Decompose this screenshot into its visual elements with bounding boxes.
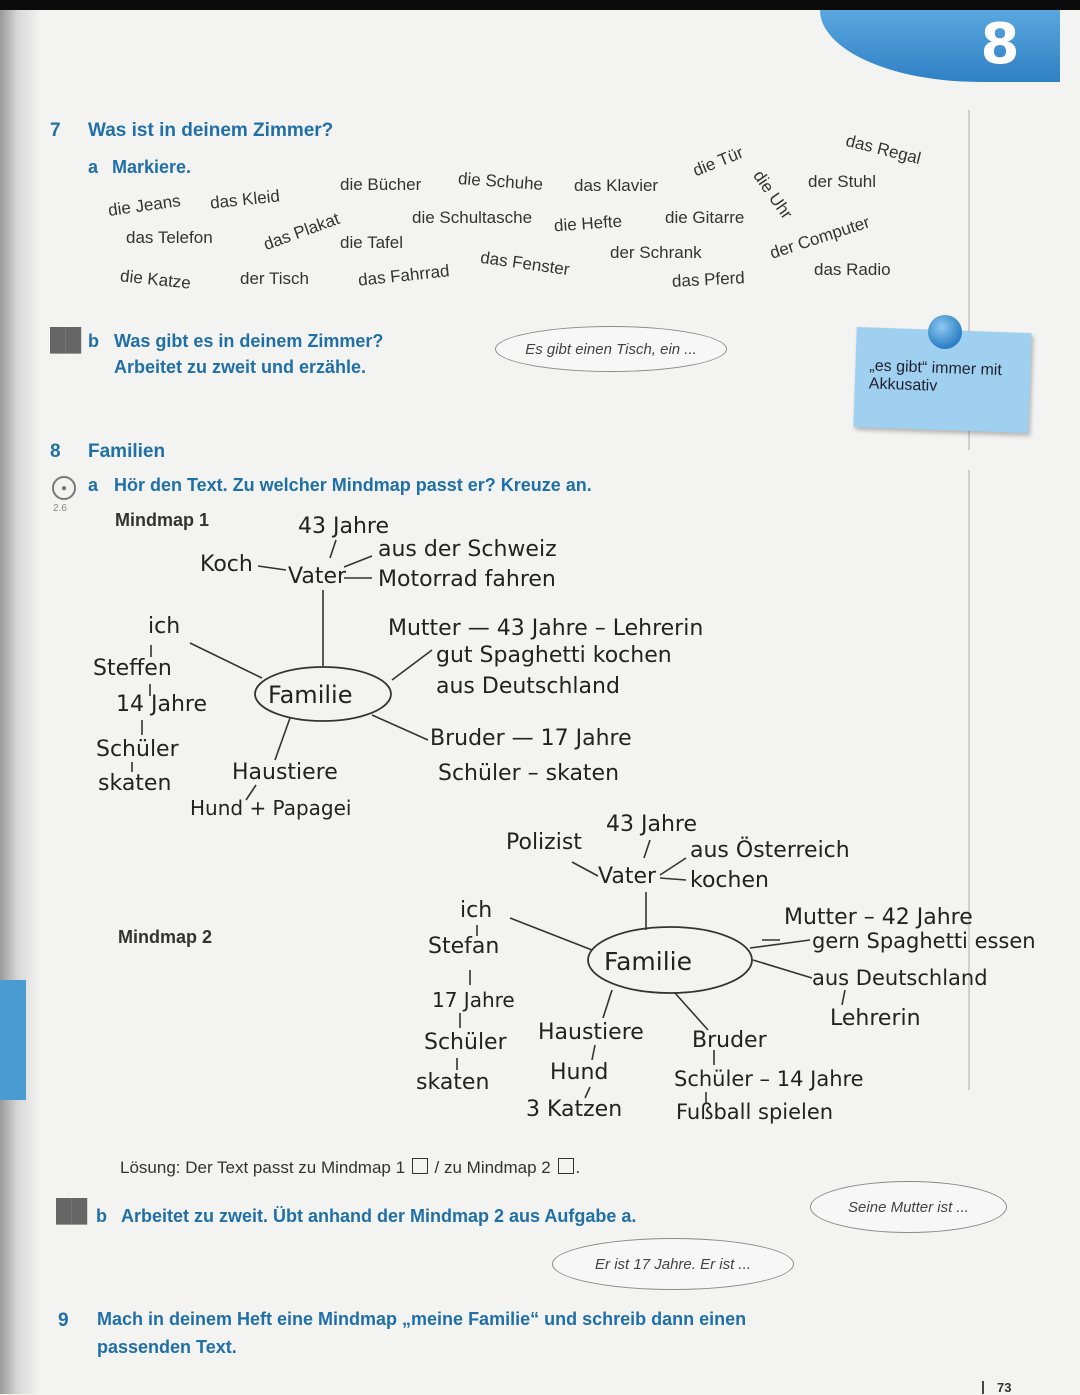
word-item[interactable]: das Fenster <box>479 247 571 280</box>
word-item[interactable]: das Radio <box>814 260 891 279</box>
mm1-spaghetti: gut Spaghetti kochen <box>436 643 672 668</box>
track-number: 2.6 <box>53 503 67 514</box>
mm2-ich: ich <box>460 898 493 923</box>
task7b-title-line2: Arbeitet zu zweit und erzähle. <box>114 357 367 377</box>
mm1-skaten: skaten <box>98 771 172 796</box>
word-item[interactable]: die Bücher <box>340 175 422 194</box>
mm2-polizist: Polizist <box>506 830 582 855</box>
chapter-number: 8 <box>980 12 1020 77</box>
word-item[interactable]: die Jeans <box>106 191 182 220</box>
word-item[interactable]: das Klavier <box>574 176 659 195</box>
grammar-note: „es gibt“ immer mit Akkusativ <box>853 327 1031 433</box>
mm2-fussball: Fußball spielen <box>676 1100 834 1124</box>
cd-icon: ● <box>52 476 76 500</box>
footer-divider <box>982 1381 984 1394</box>
mm2-haustiere: Haustiere <box>538 1020 644 1045</box>
mm2-center: Familie <box>604 947 692 976</box>
mm2-age: 17 Jahre <box>432 988 515 1012</box>
solution-line <box>120 1158 580 1178</box>
word-item[interactable]: die Tafel <box>340 233 404 252</box>
task7a-letter: a <box>88 157 99 177</box>
word-item[interactable]: die Schuhe <box>457 169 544 194</box>
word-item[interactable]: das Telefon <box>126 228 213 247</box>
mindmap1-label: Mindmap 1 <box>115 510 210 530</box>
word-item[interactable]: die Schultasche <box>412 208 533 227</box>
task7a-title: Markiere. <box>112 157 192 177</box>
mm1-center: Familie <box>268 681 353 709</box>
task9-line1: Mach in deinem Heft eine Mindmap „meine Familie“ und schreib dann einen <box>97 1309 747 1329</box>
task7b-letter: b <box>88 331 99 351</box>
mm1-koch: Koch <box>200 552 253 577</box>
mm1-age: 14 Jahre <box>116 692 207 717</box>
mm1-motorrad: Motorrad fahren <box>378 567 556 592</box>
task9-line2: passenden Text. <box>97 1337 237 1357</box>
solution-prefix: Lösung: Der Text passt zu Mindmap 1 <box>120 1158 406 1177</box>
word-item[interactable]: das Fahrrad <box>357 261 451 290</box>
mm2-bruder: Bruder <box>692 1028 767 1053</box>
mm1-bruder: Bruder — 17 Jahre <box>430 726 632 751</box>
task8-number: 8 <box>50 441 61 462</box>
mm1-steffen: Steffen <box>93 656 172 681</box>
mm1-deutschland: aus Deutschland <box>436 674 620 699</box>
mm1-haustiere: Haustiere <box>232 760 338 785</box>
word-item[interactable]: das Plakat <box>260 209 343 255</box>
mm1-schueler: Schüler <box>96 737 179 762</box>
word-item[interactable]: die Tür <box>690 142 747 181</box>
mm1-ich: ich <box>148 614 181 639</box>
mm2-oesterreich: aus Österreich <box>690 838 850 863</box>
mm2-mutter: Mutter – 42 Jahre <box>784 905 973 930</box>
task7b-title-line1: Was gibt es in deinem Zimmer? <box>114 331 384 351</box>
checkbox-mindmap1[interactable] <box>412 1158 428 1174</box>
word-item[interactable]: das Pferd <box>671 268 746 291</box>
mm2-bruder-info: Schüler – 14 Jahre <box>674 1067 864 1091</box>
task8a-letter: a <box>88 475 99 495</box>
speech-bubble: Es gibt einen Tisch, ein ... <box>495 326 727 372</box>
mm2-stefan: Stefan <box>428 934 500 959</box>
word-item[interactable]: die Katze <box>119 266 192 293</box>
checkbox-mindmap2[interactable] <box>558 1158 574 1174</box>
mm2-vater: Vater <box>598 864 657 889</box>
mm1-vater: Vater <box>288 564 347 589</box>
task8b-letter: b <box>96 1206 107 1226</box>
pin-icon <box>928 315 962 349</box>
word-item[interactable]: die Gitarre <box>665 208 745 227</box>
solution-mid: / zu Mindmap 2 <box>434 1158 551 1177</box>
word-item[interactable]: der Stuhl <box>808 172 877 191</box>
pair-work-icon: ██ <box>50 327 82 352</box>
word-item[interactable]: der Schrank <box>610 243 702 262</box>
mm1-vater-age: 43 Jahre <box>298 514 389 539</box>
mm2-vater-age: 43 Jahre <box>606 812 697 837</box>
speech-bubble: Seine Mutter ist ... <box>810 1181 1007 1233</box>
speech-bubble: Er ist 17 Jahre. Er ist ... <box>552 1238 794 1290</box>
mm1-schweiz: aus der Schweiz <box>378 537 557 562</box>
mm2-katzen: 3 Katzen <box>526 1097 623 1122</box>
mm2-hund: Hund <box>550 1060 609 1085</box>
word-item[interactable]: die Uhr <box>749 166 797 223</box>
page-number: 73 <box>997 1380 1012 1395</box>
task8b-title: Arbeitet zu zweit. Übt anhand der Mindmap 2 aus Aufgabe a. <box>121 1206 637 1226</box>
word-item[interactable]: der Computer <box>767 212 873 263</box>
mm2-lehrerin: Lehrerin <box>830 1006 921 1031</box>
mindmap2-label: Mindmap 2 <box>118 927 213 947</box>
word-item[interactable]: die Hefte <box>553 211 623 236</box>
mm2-kochen: kochen <box>690 868 769 893</box>
mm1-mutter: Mutter — 43 Jahre – Lehrerin <box>388 616 704 641</box>
task7-title: Was ist in deinem Zimmer? <box>88 120 334 141</box>
task8-title: Familien <box>88 441 166 462</box>
mm1-hund: Hund + Papagei <box>190 796 352 820</box>
mm2-deutschland: aus Deutschland <box>812 966 988 990</box>
mm2-spaghetti: gern Spaghetti essen <box>812 929 1036 953</box>
solution-end: . <box>575 1158 581 1177</box>
mm2-skaten: skaten <box>416 1070 490 1095</box>
pair-work-icon: ██ <box>56 1198 88 1223</box>
word-item[interactable]: das Kleid <box>209 186 281 213</box>
word-item[interactable]: das Regal <box>843 131 923 168</box>
word-item[interactable]: der Tisch <box>240 269 309 288</box>
mm2-schueler: Schüler <box>424 1030 507 1055</box>
mm1-bruder-info: Schüler – skaten <box>438 761 620 786</box>
task9-number: 9 <box>58 1310 69 1331</box>
task7-number: 7 <box>50 120 61 141</box>
task8a-title: Hör den Text. Zu welcher Mindmap passt er? Kreuze an. <box>114 475 592 495</box>
